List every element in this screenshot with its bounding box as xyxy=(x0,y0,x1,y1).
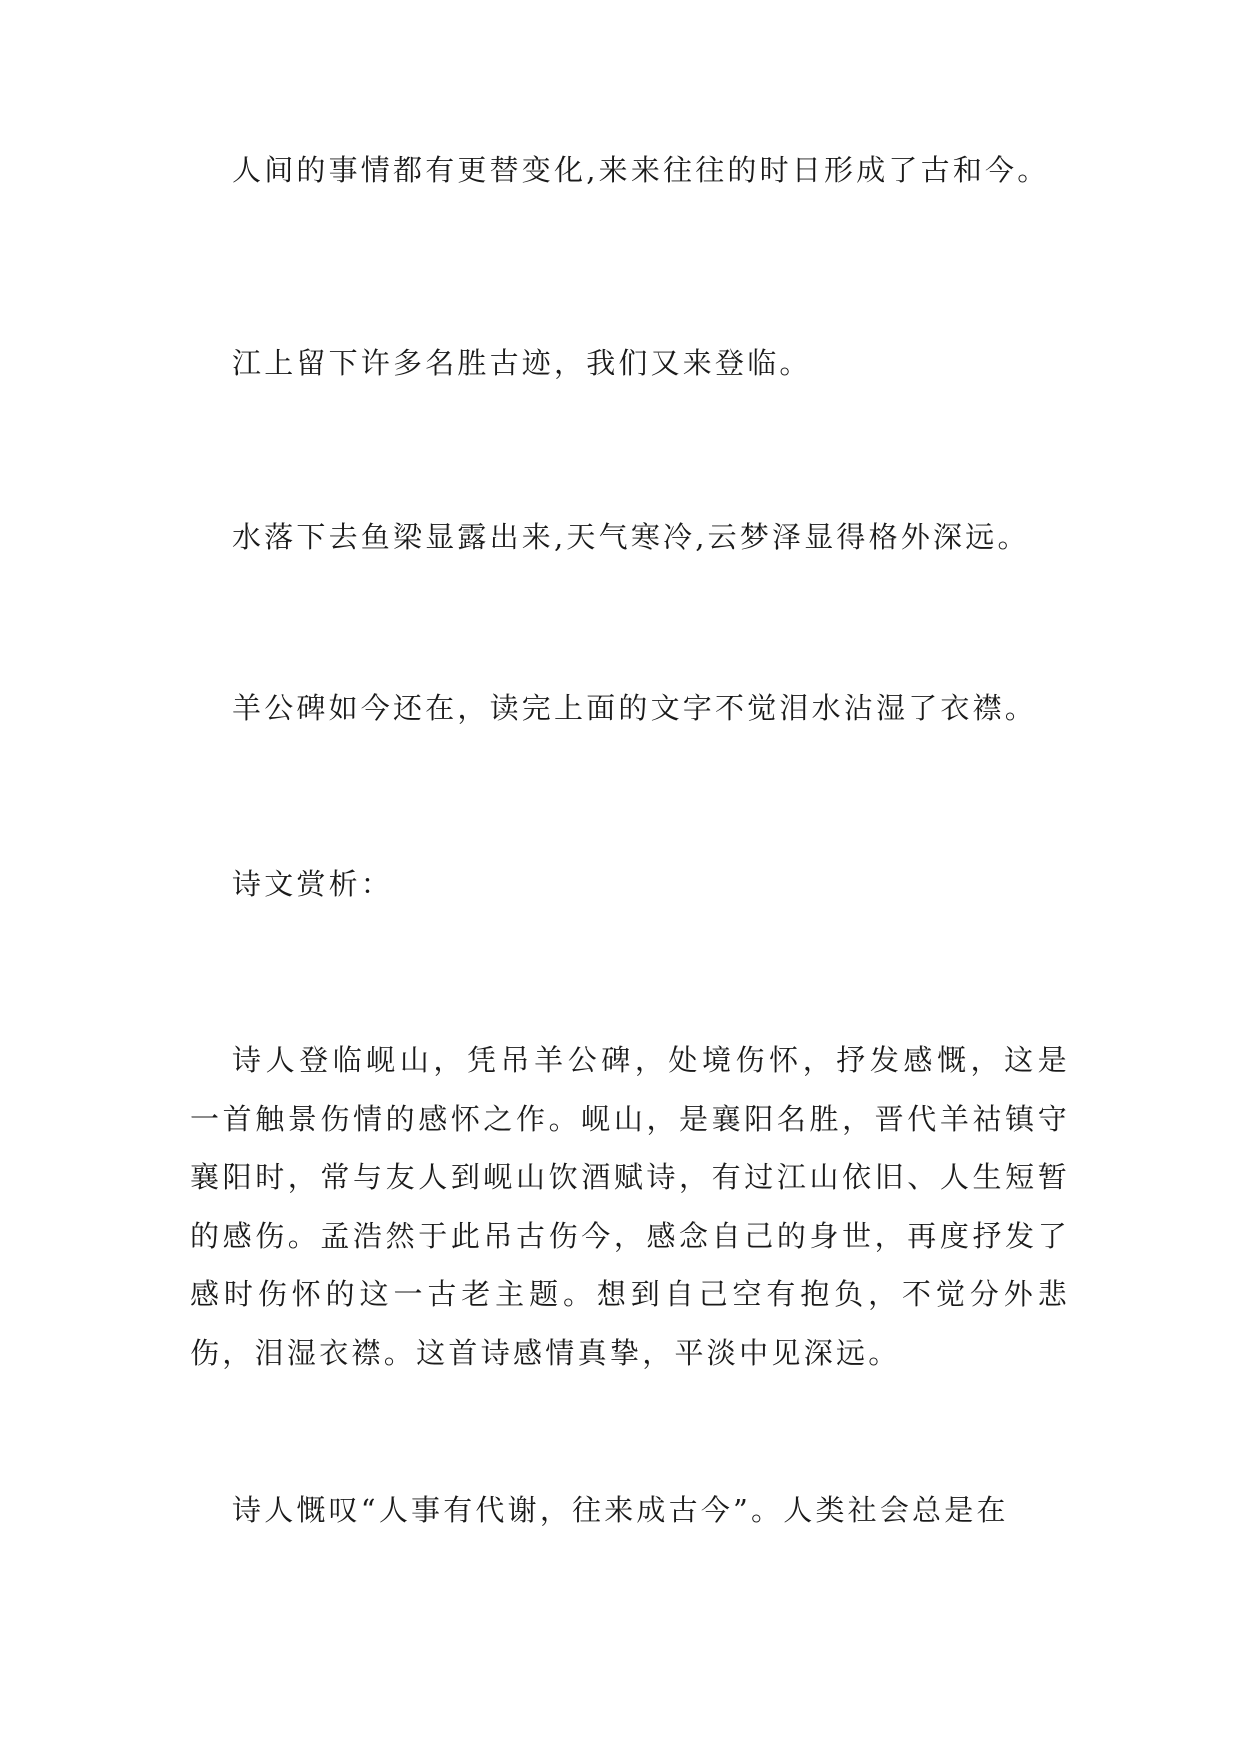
translation-line-3: 水落下去鱼梁显露出来,天气寒冷,云梦泽显得格外深远。 xyxy=(232,520,1030,554)
analysis-paragraph: 诗人登临岘山，凭吊羊公碑，处境伤怀，抒发感慨，这是一首触景伤情的感怀之作。岘山，是襄阳名胜，晋代羊祜镇守襄阳时，常与友人到岘山饮酒赋诗，有过江山依旧、人生短暂的感伤。孟浩然于此吊古伤今，感念自己的身世，再度抒发了感时伤怀的这一古老主题。想到自己空有抱负，不觉分外悲伤，泪湿衣襟。这首诗感情真挚，平淡中见深远。 xyxy=(190,1043,1070,1370)
translation-line-2: 江上留下许多名胜古迹，我们又来登临。 xyxy=(232,346,812,380)
section-heading: 诗文赏析： xyxy=(232,867,394,901)
translation-line-1: 人间的事情都有更替变化,来来往往的时日形成了古和今。 xyxy=(232,153,1050,187)
translation-line-4: 羊公碑如今还在，读完上面的文字不觉泪水沾湿了衣襟。 xyxy=(232,691,1038,725)
analysis-paragraph-2-start: 诗人慨叹“人事有代谢，往来成古今”。人类社会总是在 xyxy=(232,1493,1009,1527)
